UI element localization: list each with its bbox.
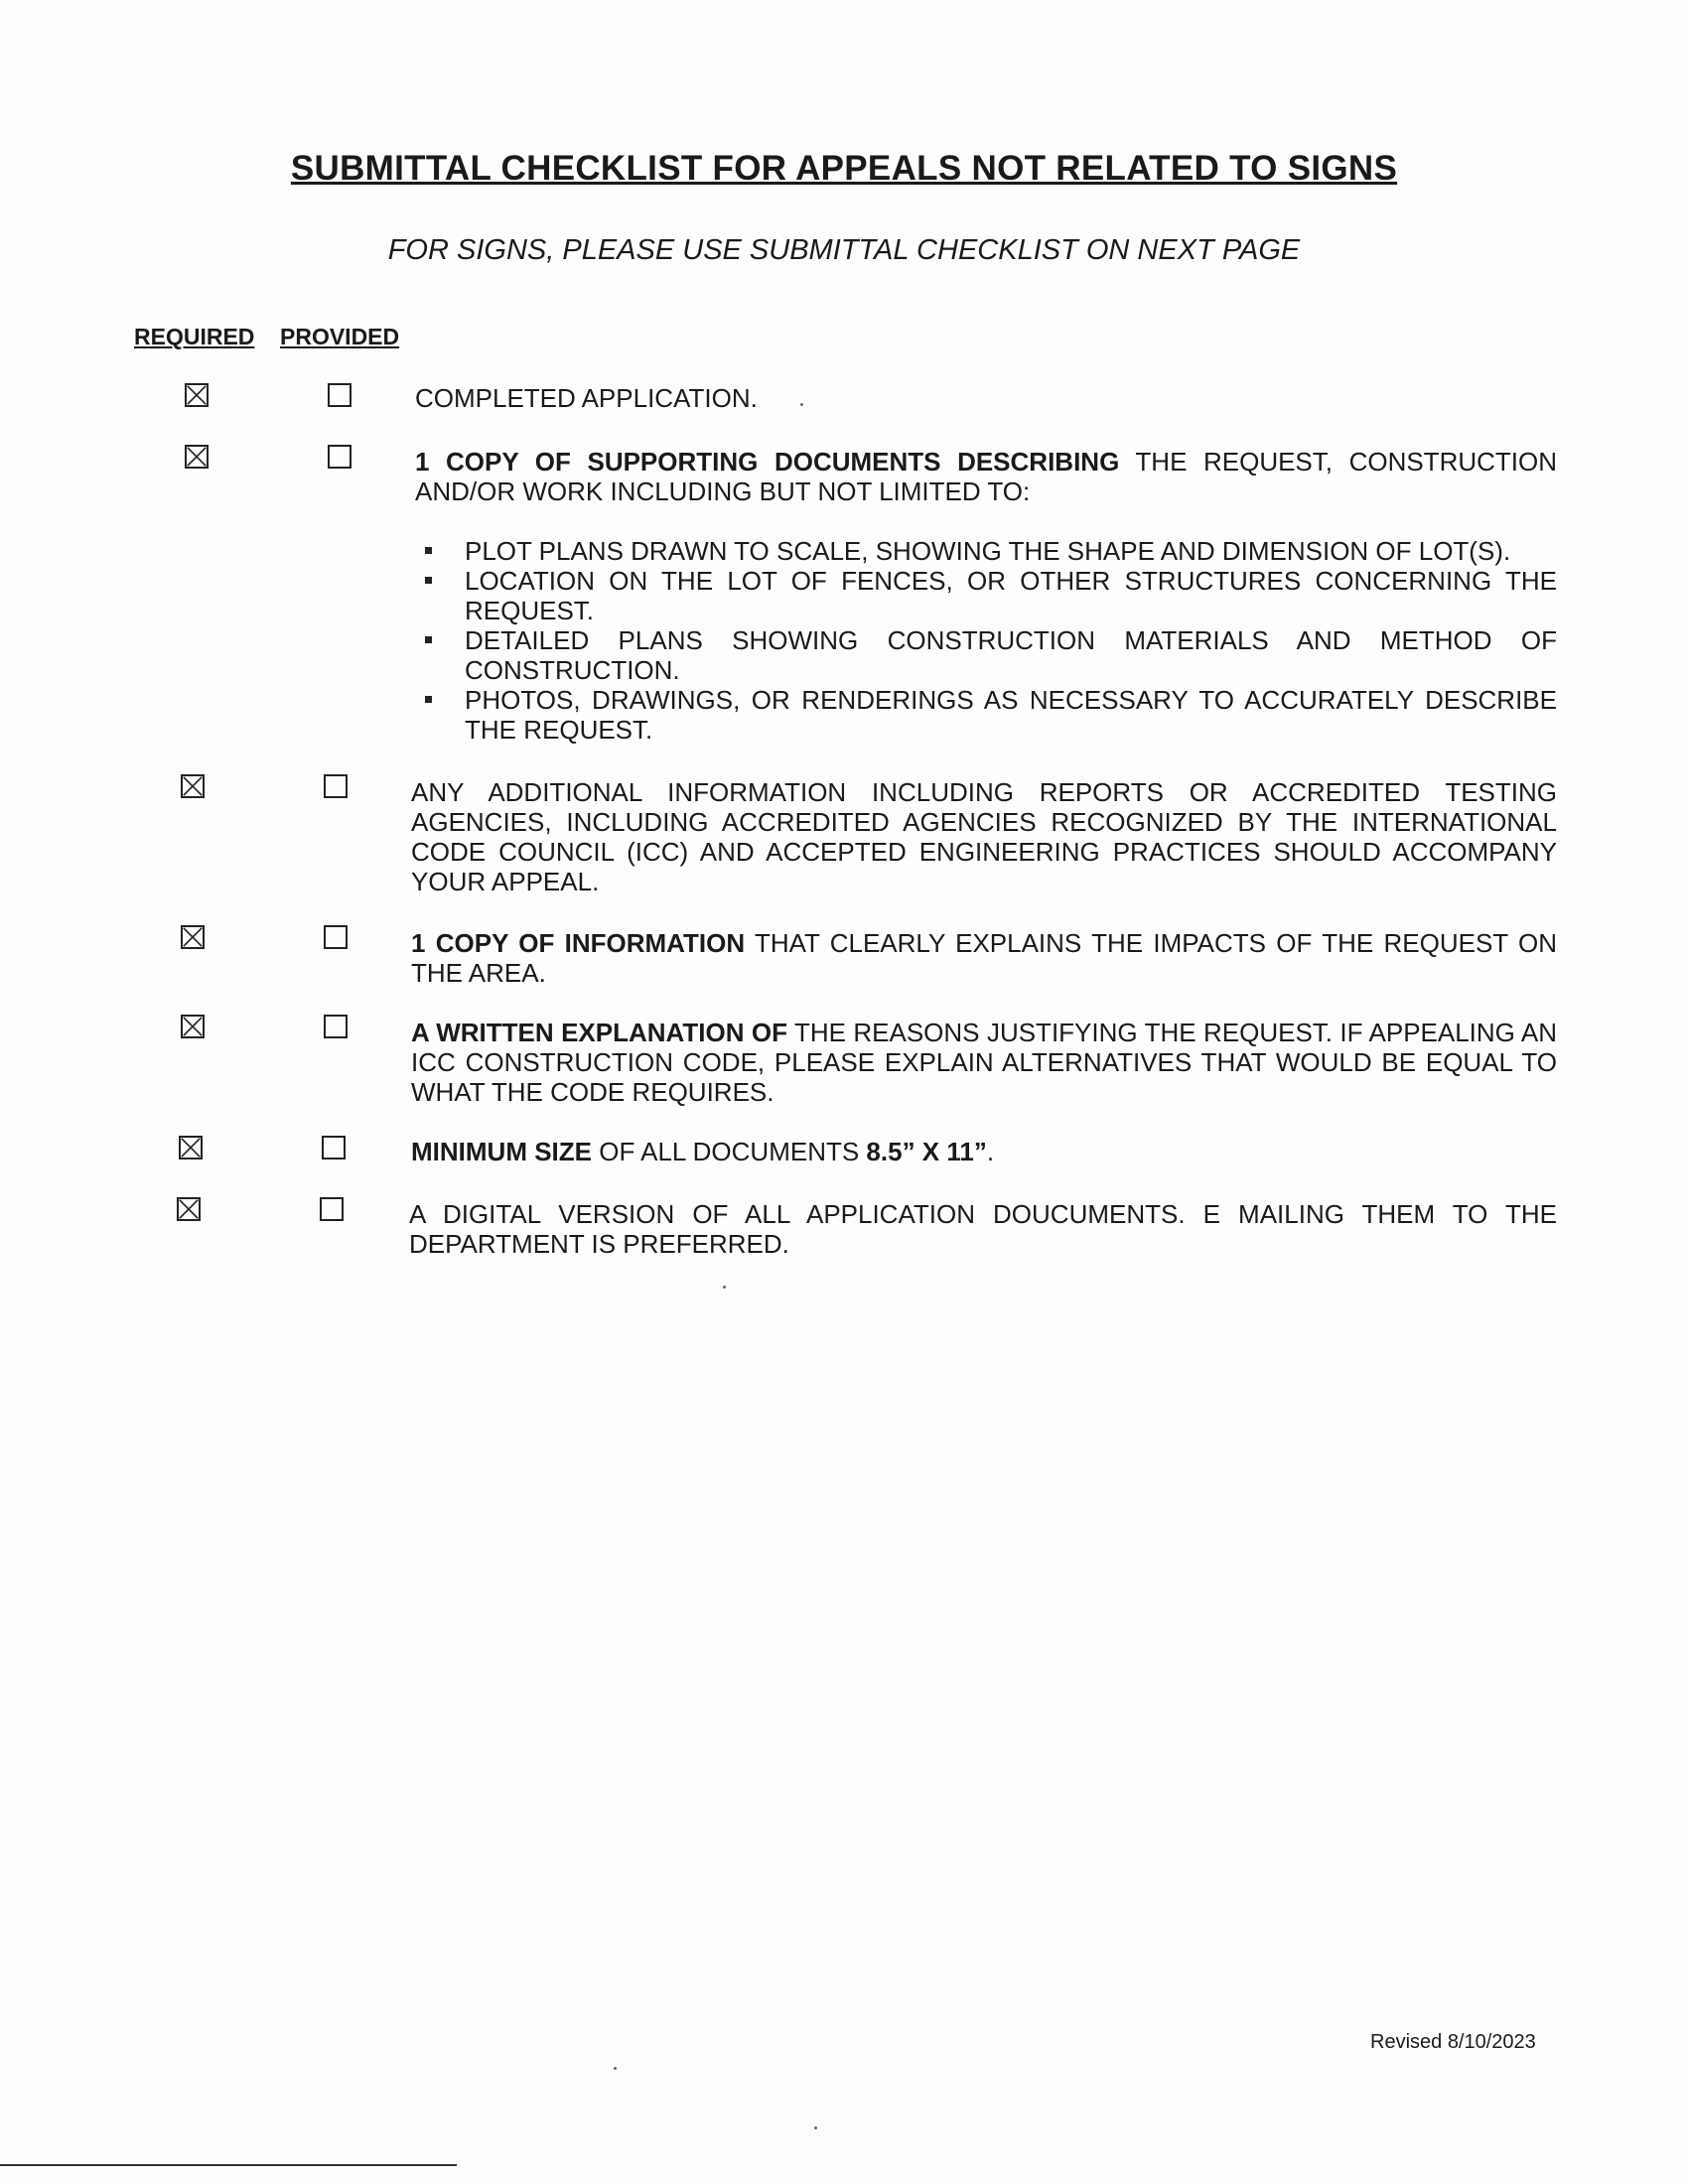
provided-checkbox[interactable]: [324, 925, 348, 949]
required-checkbox[interactable]: [179, 1136, 203, 1160]
sub-item-list: [415, 536, 1557, 745]
provided-column-header: PROVIDED: [280, 324, 400, 349]
provided-checkbox[interactable]: [324, 774, 348, 798]
item-bold-text: A WRITTEN EXPLANATION OF: [411, 1018, 788, 1047]
scan-speck: [723, 1286, 726, 1289]
scan-speck: [814, 2126, 817, 2129]
item-text: THE REASONS JUSTIFYING THE REQUEST. IF APPEALING AN ICC CONSTRUCTION CODE, PLEASE EXPLAIN ALTERNATIVES THAT WOULD BE EQUAL TO WHAT THE CODE REQUIRES.: [411, 1018, 1558, 1107]
list-item: PHOTOS, DRAWINGS, OR RENDERINGS AS NECESSARY TO ACCURATELY DESCRIBE THE REQUEST.: [415, 685, 1557, 745]
list-item: LOCATION ON THE LOT OF FENCES, OR OTHER STRUCTURES CONCERNING THE REQUEST.: [415, 566, 1557, 625]
item-bold-text: 1 COPY OF SUPPORTING DOCUMENTS DESCRIBING: [415, 447, 1120, 477]
item-text: A DIGITAL VERSION OF ALL APPLICATION DOUCUMENTS. E MAILING THEM TO THE DEPARTMENT IS PREFERRED.: [409, 1199, 1557, 1259]
required-checkbox[interactable]: [185, 383, 209, 407]
checklist-item: [411, 1018, 1557, 1107]
bottom-scan-line: [0, 2164, 457, 2166]
item-text: THAT CLEARLY EXPLAINS THE IMPACTS OF THE REQUEST ON THE AREA.: [411, 928, 1557, 988]
scan-speck: [800, 403, 803, 406]
item-bold-text: 1 COPY OF INFORMATION: [411, 928, 746, 958]
list-item: DETAILED PLANS SHOWING CONSTRUCTION MATERIALS AND METHOD OF CONSTRUCTION.: [415, 625, 1557, 685]
item-text: OF ALL DOCUMENTS: [592, 1137, 867, 1166]
required-checkbox[interactable]: [181, 925, 205, 949]
list-item: PLOT PLANS DRAWN TO SCALE, SHOWING THE SHAPE AND DIMENSION OF LOT(S).: [415, 536, 1557, 566]
item-text: COMPLETED APPLICATION.: [415, 383, 758, 413]
checklist-item: [411, 928, 1557, 988]
page-title: SUBMITTAL CHECKLIST FOR APPEALS NOT RELATED TO SIGNS: [290, 149, 1398, 188]
required-checkbox[interactable]: [185, 445, 209, 469]
item-text: .: [986, 1137, 995, 1166]
required-checkbox[interactable]: [181, 1015, 205, 1038]
required-checkbox[interactable]: [177, 1197, 201, 1221]
provided-checkbox[interactable]: [322, 1136, 346, 1160]
provided-checkbox[interactable]: [328, 445, 352, 469]
revision-date: Revised 8/10/2023: [1370, 2031, 1536, 2053]
provided-checkbox[interactable]: [324, 1015, 348, 1038]
item-bold-text: MINIMUM SIZE: [411, 1137, 592, 1166]
checklist-item: [415, 383, 1557, 413]
checklist-item: [411, 1137, 1557, 1166]
provided-checkbox[interactable]: [320, 1197, 344, 1221]
checklist-item: [409, 1199, 1557, 1259]
checklist-item: [415, 447, 1557, 506]
checklist-item: [411, 777, 1557, 896]
required-column-header: REQUIRED: [134, 324, 255, 349]
scan-speck: [614, 2067, 617, 2070]
provided-checkbox[interactable]: [328, 383, 352, 407]
item-bold-text: 8.5” X 11”: [866, 1137, 987, 1166]
page-subtitle: FOR SIGNS, PLEASE USE SUBMITTAL CHECKLIST ON NEXT PAGE: [387, 234, 1301, 266]
item-text: THE REQUEST, CONSTRUCTION AND/OR WORK INCLUDING BUT NOT LIMITED TO:: [415, 447, 1557, 506]
item-text: ANY ADDITIONAL INFORMATION INCLUDING REPORTS OR ACCREDITED TESTING AGENCIES, INCLUDING ACCREDITED AGENCIES RECOGNIZED BY THE INTERNATIONAL CODE COUNCIL (ICC) AND ACCEPTED ENGINEERING PRACTICES SHOULD ACCOMPANY YOUR APPEAL.: [411, 777, 1557, 896]
required-checkbox[interactable]: [181, 774, 205, 798]
